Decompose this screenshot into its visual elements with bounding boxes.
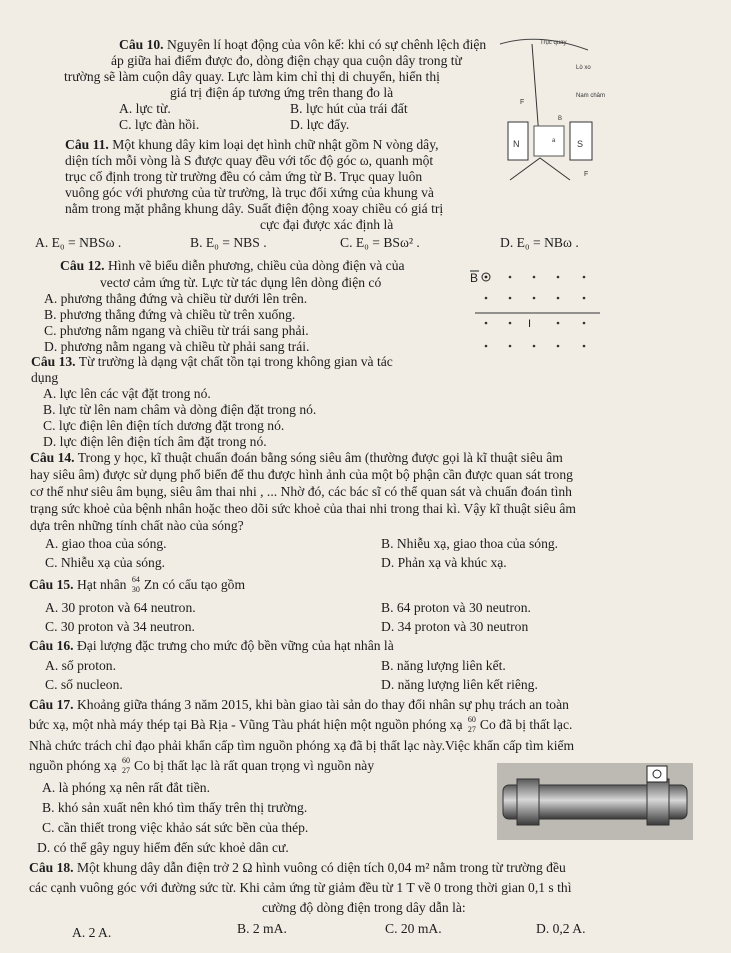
q12-option-c[interactable]: C. phương nằm ngang và chiều từ trái sang phải.	[44, 323, 309, 338]
fig-b-label: B	[558, 116, 563, 122]
fig-f1-label: F	[520, 99, 525, 106]
q12-label: Câu 12.	[60, 258, 105, 273]
warning-label	[647, 766, 667, 782]
q11-line-3: trục cố định trong từ trường đều có cảm ứng từ B. Trục quay luôn	[65, 169, 423, 184]
q17-mass-number: 60	[467, 714, 476, 724]
q14-option-a[interactable]: A. giao thoa của sóng.	[45, 536, 167, 551]
fig-a-label: a	[552, 138, 556, 144]
q16-option-b[interactable]: B. năng lượng liên kết.	[381, 658, 506, 673]
q15-mass-number: 64	[131, 574, 140, 584]
q10-label: Câu 10.	[119, 37, 164, 52]
q12-line-1	[60, 258, 405, 274]
q16-option-c[interactable]: C. số nucleon.	[45, 677, 123, 692]
q11-line-6: cực đại được xác định là	[260, 217, 394, 232]
q10-option-d[interactable]: D. lực đẩy.	[290, 117, 350, 132]
q17-atomic-number: 27	[467, 724, 476, 734]
field-dots	[485, 276, 586, 348]
q14-option-c[interactable]: C. Nhiễu xạ của sóng.	[45, 555, 166, 570]
q17-option-c[interactable]: C. cần thiết trong việc khảo sát sức bền của thép.	[42, 820, 309, 835]
q10-line-3: trường sẽ làm cuộn dây quay. Lực làm kim chỉ thị di chuyển, hiển thị	[64, 69, 440, 84]
q13-text-1: Từ trường là dạng vật chất tồn tại trong không gian và tác	[78, 354, 393, 369]
q14-line-5: dựa trên những tính chất nào của sóng?	[30, 518, 244, 533]
q17-atomic-number-2: 27	[122, 765, 131, 775]
q18-line-2: các cạnh vuông góc với đường sức từ. Khi cảm ứng từ giảm đều từ 1 T về 0 trong thời gian 0,1 s thì	[29, 880, 572, 895]
q15-text-post: có cấu tạo gồm	[162, 577, 246, 592]
q18-line-3: cường độ dòng điện trong dây dẫn là:	[262, 900, 466, 915]
radioactive-source-photo	[497, 763, 693, 840]
galvanometer-figure	[480, 30, 610, 195]
capsule-collar-left	[517, 779, 539, 825]
q17-isotope-symbol: Co	[479, 717, 496, 732]
capsule-collar-right	[647, 779, 669, 825]
q15-option-d[interactable]: D. 34 proton và 30 neutron	[381, 619, 529, 634]
q13-option-b[interactable]: B. lực từ lên nam châm và dòng điện đặt trong nó.	[43, 402, 317, 417]
q10-option-b[interactable]: B. lực hút của trái đất	[290, 101, 408, 116]
b-dot-center	[485, 276, 488, 279]
q11-label: Câu 11.	[65, 137, 109, 152]
q14-text-1: Trong y học, kĩ thuật chuẩn đoán bằng sóng siêu âm (thường được gọi là kĩ thuật siêu âm	[77, 450, 563, 465]
q16-text-1: Đại lượng đặc trưng cho mức độ bền vững của hạt nhân là	[76, 638, 394, 653]
q14-line-3: cơ thể như siêu âm bụng, siêu âm thai nhi , ... Nhờ đó, các bác sĩ có thể quan sát và chuẩn đoán tình	[30, 484, 572, 499]
fig-spring-label: Lò xo	[576, 65, 591, 71]
q16-option-a[interactable]: A. số proton.	[45, 658, 116, 673]
q17-text-2b: đã bị thất lạc.	[499, 717, 573, 732]
q10-line-2: áp giữa hai điểm được đo, dòng điện chạy qua cuộn dây trong từ	[111, 53, 462, 68]
q11-option-b[interactable]: B. E₀ = NBS .	[190, 235, 267, 250]
q12-text-1: Hình vẽ biểu diễn phương, chiều của dòng điện và của	[107, 258, 405, 273]
fig-axis-label: Trục quay	[540, 40, 567, 46]
q11-option-c[interactable]: C. E₀ = BSω² .	[340, 235, 420, 250]
q17-line-3: Nhà chức trách chỉ đạo phải khẩn cấp tìm nguồn phóng xạ đã bị thất lạc này.Việc khẩn cấp tìm kiếm	[29, 738, 575, 753]
q17-line-4	[29, 755, 375, 775]
base-lines	[510, 158, 570, 180]
q15-option-a[interactable]: A. 30 proton và 64 neutron.	[45, 600, 196, 615]
q18-option-a[interactable]: A. 2 A.	[72, 925, 112, 940]
q10-line-1	[119, 37, 486, 53]
q10-text-1: Nguyên lí hoạt động của vôn kế: khi có sự chênh lệch điện	[166, 37, 487, 52]
q13-line-2: dụng	[31, 370, 59, 385]
q17-line-2	[29, 714, 573, 734]
q10-option-a[interactable]: A. lực từ.	[119, 101, 171, 116]
q18-text-1: Một khung dây dẫn điện trở 2 Ω hình vuông có diện tích 0,04 m² nằm trong từ trường đều	[76, 860, 566, 875]
q11-option-d[interactable]: D. E₀ = NBω .	[500, 235, 579, 250]
q18-label: Câu 18.	[29, 860, 74, 875]
q15-option-c[interactable]: C. 30 proton và 34 neutron.	[45, 619, 195, 634]
coil-frame	[534, 126, 564, 156]
q15-line-1	[29, 574, 246, 594]
q13-line-1	[31, 354, 393, 370]
q13-option-c[interactable]: C. lực điện lên điện tích dương đặt trong nó.	[43, 418, 285, 433]
q17-label: Câu 17.	[29, 697, 74, 712]
q15-text-pre: Hạt nhân	[76, 577, 127, 592]
fig-current-label: I	[528, 318, 532, 330]
q15-atomic-number: 30	[131, 584, 140, 594]
q14-label: Câu 14.	[30, 450, 75, 465]
q15-isotope-symbol: Zn	[143, 577, 159, 592]
q12-option-b[interactable]: B. phương thẳng đứng và chiều từ trên xuống.	[44, 307, 296, 322]
magnetic-field-figure	[470, 268, 610, 353]
q17-line-1	[29, 697, 569, 713]
q10-line-4: giá trị điện áp tương ứng trên thang đo là	[170, 85, 394, 100]
q12-line-2: vectơ cảm ứng từ. Lực từ tác dụng lên dòng điện có	[100, 275, 382, 290]
q14-option-b[interactable]: B. Nhiễu xạ, giao thoa của sóng.	[381, 536, 559, 551]
fig-n-label: N	[513, 139, 520, 149]
q13-option-a[interactable]: A. lực lên các vật đặt trong nó.	[43, 386, 211, 401]
q17-text-4b: bị thất lạc là rất quan trọng vì nguồn này	[153, 758, 375, 773]
q14-option-d[interactable]: D. Phản xạ và khúc xạ.	[381, 555, 507, 570]
fig-b-vector-label: B	[470, 271, 479, 285]
q17-isotope-indices-2	[120, 755, 134, 775]
q12-option-d[interactable]: D. phương nằm ngang và chiều từ phải sang trái.	[44, 339, 310, 354]
q11-line-2: diện tích mỗi vòng là S được quay đều với tốc độ góc ω, quanh một	[65, 153, 434, 168]
q13-label: Câu 13.	[31, 354, 76, 369]
fig-s-label: S	[577, 139, 584, 149]
q17-isotope-indices	[466, 714, 480, 734]
q17-option-a[interactable]: A. là phóng xạ nên rất đắt tiền.	[42, 780, 210, 795]
q11-line-1	[65, 137, 439, 153]
q17-text-1: Khoảng giữa tháng 3 năm 2015, khi bàn giao tài sản do thay đổi nhân sự phụ trách an toàn	[76, 697, 569, 712]
q15-label: Câu 15.	[29, 577, 74, 592]
fig-f2-label: F	[584, 171, 589, 178]
q18-option-b[interactable]: B. 2 mA.	[237, 921, 287, 936]
q17-text-4a: nguồn phóng xạ	[29, 758, 117, 773]
q11-line-5: nằm trong mặt phẳng khung dây. Suất điện động xoay chiều có giá trị	[65, 201, 444, 216]
fig-magnet-label: Nam châm	[576, 93, 606, 99]
q16-label: Câu 16.	[29, 638, 74, 653]
q11-line-4: vuông góc với phương của từ trường, là trục đối xứng của khung và	[65, 185, 434, 200]
q18-option-c[interactable]: C. 20 mA.	[385, 921, 442, 936]
q11-option-a[interactable]: A. E₀ = NBSω .	[35, 235, 122, 250]
q17-option-b[interactable]: B. khó sản xuất nên khó tìm thấy trên thị trường.	[42, 800, 308, 815]
q15-isotope-indices	[130, 574, 144, 594]
q12-option-a[interactable]: A. phương thẳng đứng và chiều từ dưới lên trên.	[44, 291, 308, 306]
q13-option-d[interactable]: D. lực điện lên điện tích âm đặt trong nó.	[43, 434, 267, 449]
q17-mass-number-2: 60	[122, 755, 131, 765]
q10-option-c[interactable]: C. lực đàn hồi.	[119, 117, 200, 132]
q17-option-d[interactable]: D. có thể gây nguy hiểm đến sức khoẻ dân cư.	[37, 840, 289, 855]
q14-line-1	[30, 450, 563, 466]
q18-line-1	[29, 860, 566, 876]
q14-line-2: hay siêu âm) được sử dụng phổ biến để thu được hình ảnh của một bộ phận cần được quan sát trong	[30, 467, 573, 482]
q14-line-4: trạng sức khoẻ của bệnh nhân hoặc theo dõi sức khoẻ của thai nhi trong thai kì. Vậy kĩ thuật siêu âm	[30, 501, 577, 516]
q18-option-d[interactable]: D. 0,2 A.	[536, 921, 586, 936]
q16-line-1	[29, 638, 394, 654]
q15-option-b[interactable]: B. 64 proton và 30 neutron.	[381, 600, 531, 615]
q16-option-d[interactable]: D. năng lượng liên kết riêng.	[381, 677, 538, 692]
q17-isotope-symbol-2: Co	[134, 758, 150, 773]
q17-text-2a: bức xạ, một nhà máy thép tại Bà Rịa - Vũng Tàu phát hiện một nguồn phóng xạ	[29, 717, 463, 732]
q11-text-1: Một khung dây kim loại dẹt hình chữ nhật gồm N vòng dây,	[112, 137, 439, 152]
